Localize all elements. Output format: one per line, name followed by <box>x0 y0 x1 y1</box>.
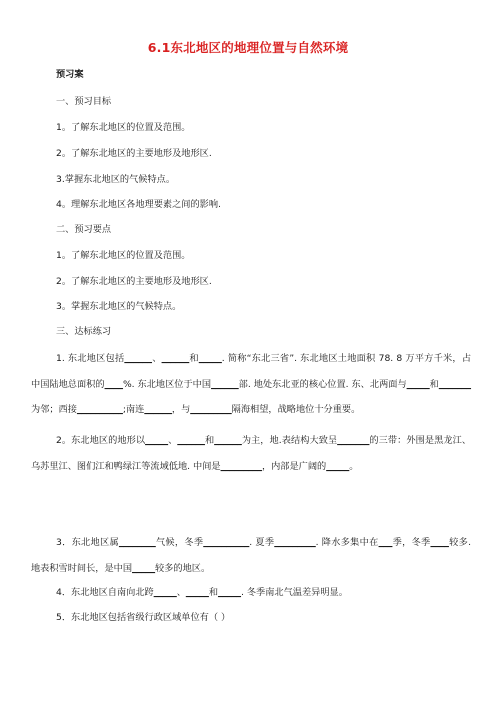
goal-item: 3.掌握东北地区的气候特点。 <box>56 174 176 185</box>
goals-heading: 一、预习目标 <box>56 96 112 107</box>
fill-blank[interactable]: _______ <box>337 435 370 446</box>
question-4: 4．东北地区自南向北跨_____、_____和_____. 冬季南北气温差异明显。 <box>56 587 348 598</box>
goal-item: 1。了解东北地区的位置及范围。 <box>56 122 191 133</box>
question-1: 1. 东北地区包括______、______和_____. 简称“东北三省”. 东北地区土地面积 78. 8 万平方千米，占中国陆地总面积的____%. 东北地区位于中国______部. 地处东北亚的核心位置. 东、北两面与_____和_______为邻；西接__________;南连______，与_________隔海相望，战略地位十分重要。 <box>31 353 472 415</box>
point-item: 2。了解东北地区的主要地形及地形区. <box>56 276 212 287</box>
fill-blank[interactable]: _____ <box>326 460 350 472</box>
fill-blank[interactable]: ______ <box>211 378 239 390</box>
fill-blank[interactable]: ___ <box>378 537 393 548</box>
fill-blank[interactable]: __________ <box>203 537 250 548</box>
fill-blank[interactable]: _____ <box>153 587 177 598</box>
point-item: 1。了解东北地区的位置及范围。 <box>56 250 191 261</box>
fill-blank[interactable]: _________ <box>190 404 232 415</box>
fill-blank[interactable]: ______ <box>161 353 190 364</box>
points-heading: 二、预习要点 <box>56 224 112 235</box>
fill-blank[interactable]: ______ <box>124 353 152 364</box>
fill-blank[interactable]: _________ <box>274 537 316 548</box>
question-3: 3．东北地区属________气候，冬季__________. 夏季_________. 降水多集中在___季，冬季____较多. 地表积雪时间长，是中国_____较多的地区。 <box>31 537 472 574</box>
section-label: 预习案 <box>56 69 84 80</box>
fill-blank[interactable]: _____ <box>406 378 430 390</box>
fill-blank[interactable]: ______ <box>144 404 172 415</box>
fill-blank[interactable]: __________ <box>76 404 123 415</box>
point-item: 3。掌握东北地区的气候特点。 <box>56 301 182 312</box>
question-2: 2。东北地区的地形以_____、______和______为主，地.表结构大致呈_______的三带：外围是黑龙江、乌苏里江、图们江和鸭绿江等流域低地. 中间是_________，内部是广阔的_____。 <box>31 435 472 472</box>
goal-item: 4。理解东北地区各地理要素之间的影响. <box>56 199 221 210</box>
fill-blank[interactable]: _______ <box>438 378 472 390</box>
fill-blank[interactable]: ________ <box>118 537 156 548</box>
fill-blank[interactable]: _____ <box>218 587 242 598</box>
fill-blank[interactable]: ____ <box>430 537 449 548</box>
fill-blank[interactable]: _____ <box>198 353 222 364</box>
fill-blank[interactable]: ____ <box>104 378 123 390</box>
fill-blank[interactable]: _____ <box>145 435 169 446</box>
fill-blank[interactable]: _________ <box>220 460 262 472</box>
fill-blank[interactable]: _____ <box>185 587 209 598</box>
fill-blank[interactable]: ______ <box>177 435 205 446</box>
practice-heading: 三、达标练习 <box>56 326 112 337</box>
question-5: 5．东北地区包括省级行政区域单位有（ ） <box>56 612 231 623</box>
fill-blank[interactable]: ______ <box>214 435 242 446</box>
fill-blank[interactable]: _____ <box>132 562 156 574</box>
goal-item: 2。了解东北地区的主要地形及地形区. <box>56 148 212 159</box>
document-title: 6.1东北地区的地理位置与自然环境 <box>147 40 349 55</box>
